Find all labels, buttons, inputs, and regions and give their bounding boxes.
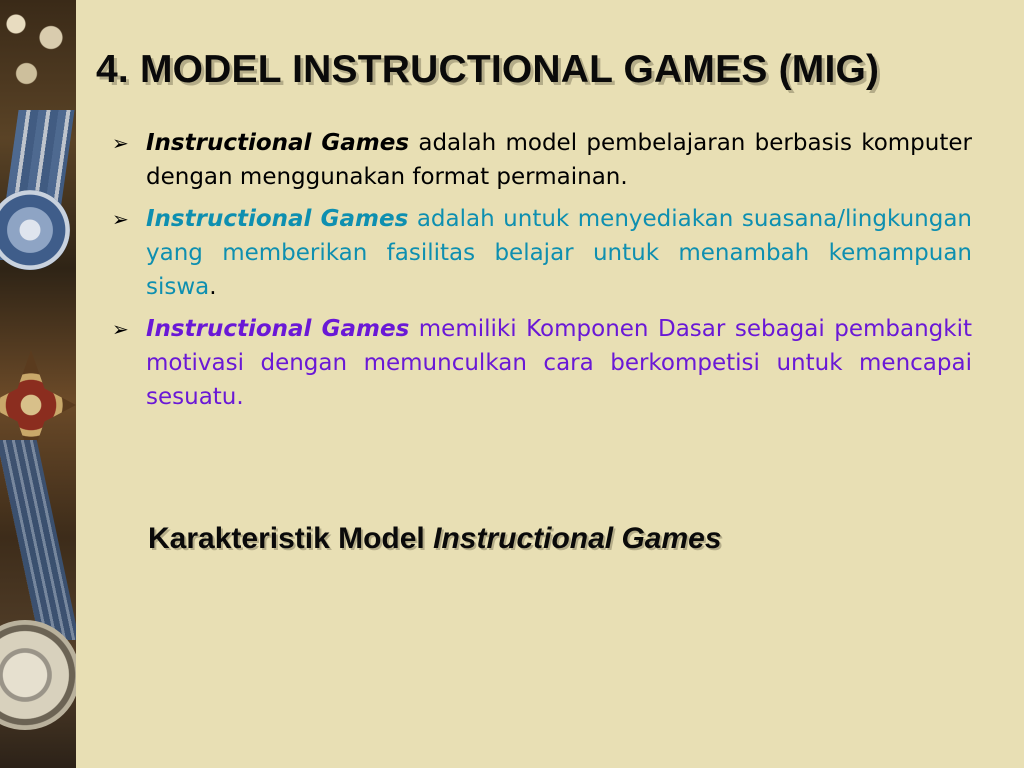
bullet-emphasis: Instructional Games <box>146 130 410 156</box>
bullet-emphasis: Instructional Games <box>146 316 410 342</box>
decorative-side-image <box>0 0 76 768</box>
bullet-item-purpose <box>112 202 972 304</box>
bullet-text: memiliki Komponen Dasar sebagai pembangkit motivasi dengan memunculkan cara berkompetisi untuk mencapai sesuatu. <box>146 316 972 410</box>
bullet-item-definition <box>112 126 972 194</box>
arrow-bullet-icon: ➢ <box>112 207 129 231</box>
bullet-list <box>112 126 972 422</box>
buttons-decoration <box>2 6 72 96</box>
slide-title: 4. MODEL INSTRUCTIONAL GAMES (MIG) <box>96 48 880 91</box>
bullet-emphasis: Instructional Games <box>146 206 409 232</box>
subheading <box>148 522 722 556</box>
arrow-bullet-icon: ➢ <box>112 317 129 341</box>
subheading-prefix: Karakteristik Model <box>148 522 434 555</box>
bullet-trailing-period: . <box>209 274 217 300</box>
arrow-bullet-icon: ➢ <box>112 131 129 155</box>
compass-decoration <box>0 620 76 730</box>
bullet-text: adalah untuk menyediakan suasana/lingkungan yang memberikan fasilitas belajar untuk menambah kemampuan siswa <box>146 206 972 300</box>
subheading-emphasis: Instructional Games <box>433 522 722 555</box>
ribbon-decoration-lower <box>0 440 76 640</box>
bullet-item-components <box>112 312 972 414</box>
bullet-text: adalah model pembelajaran berbasis komputer dengan menggunakan format permainan. <box>146 130 972 190</box>
rosette-decoration <box>0 190 70 270</box>
